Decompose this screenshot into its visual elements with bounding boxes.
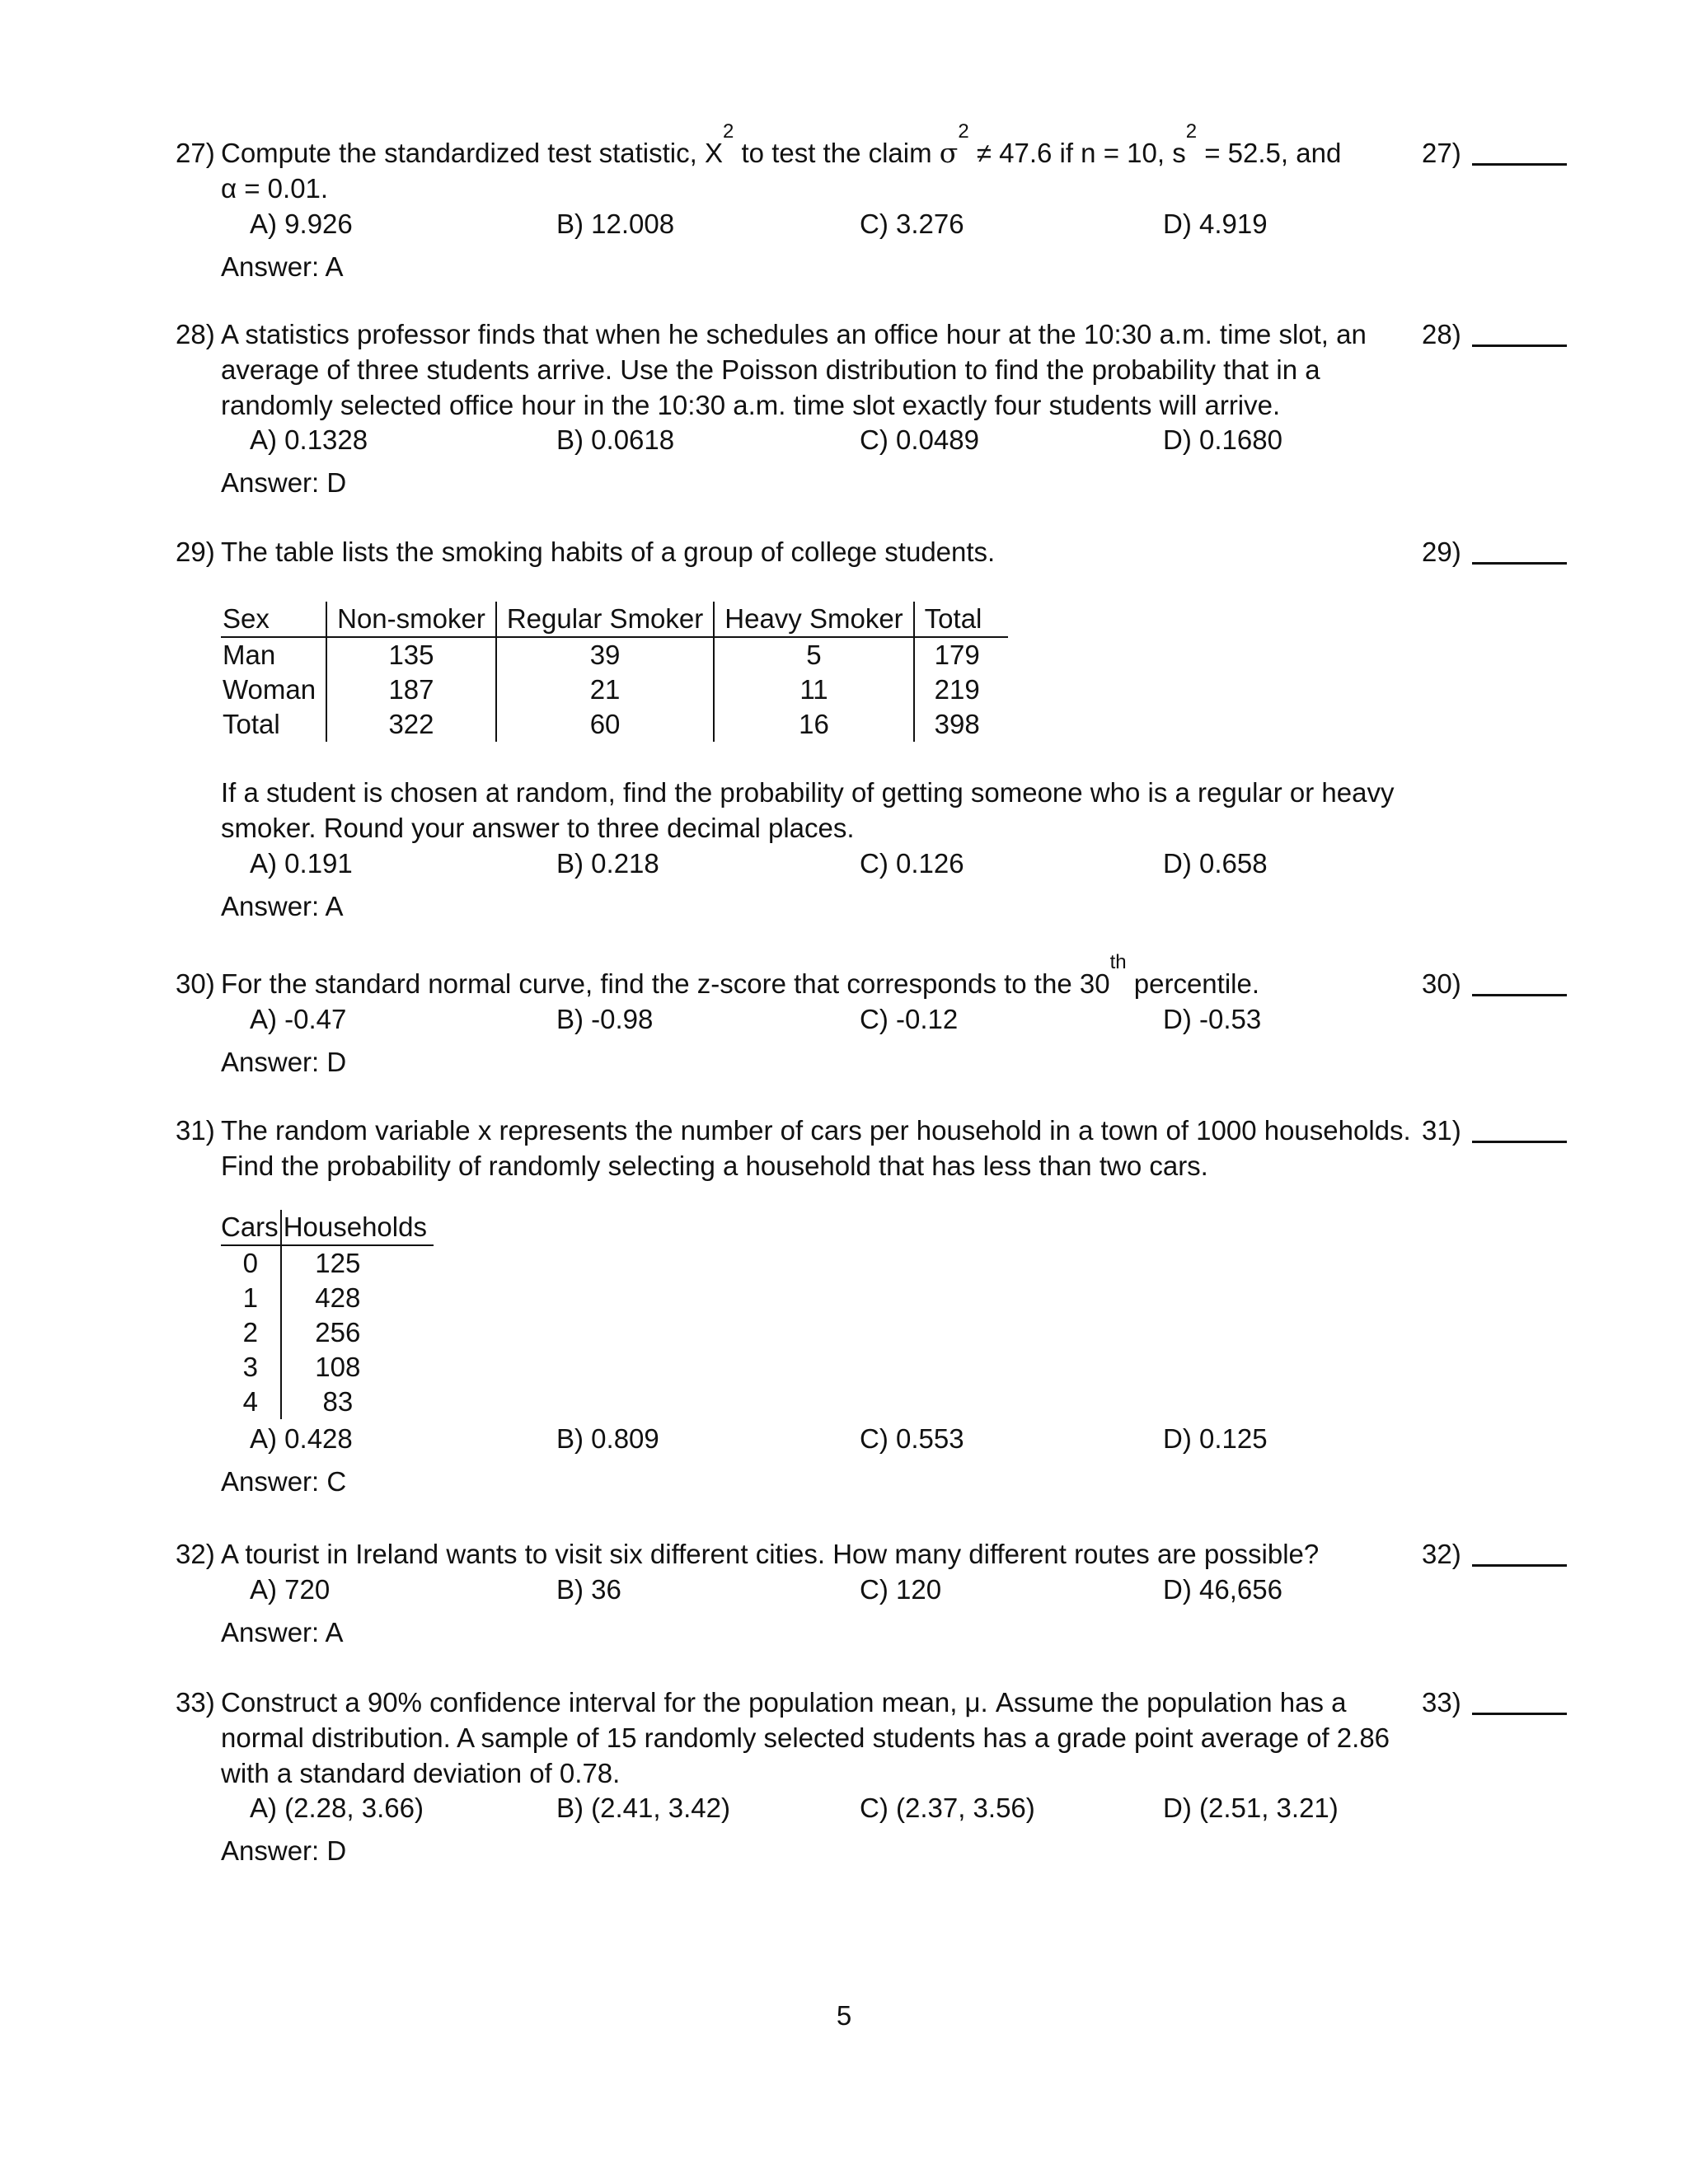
right-question-number: 27) <box>1422 138 1461 168</box>
choice-c: C) 0.0489 <box>860 424 979 455</box>
table-header: Households <box>283 1212 427 1242</box>
choices <box>250 846 1486 881</box>
choices <box>250 1001 1486 1037</box>
right-question-number: 28) <box>1422 319 1461 349</box>
choice-c: C) -0.12 <box>860 1004 959 1034</box>
table-cell: 219 <box>934 674 980 705</box>
answer-line: Answer: D <box>221 467 347 498</box>
table-header: Regular Smoker <box>496 602 714 637</box>
choice-b: B) -0.98 <box>556 1004 654 1034</box>
choice-d: D) 4.919 <box>1163 209 1268 239</box>
question-text: Compute the standardized test statistic, $X^2$ to test the claim $\sigma^2 \ne 47.6$ if n = 10, $s^2 = 52.5$, and α = 0.01. <box>221 120 1342 204</box>
right-question-number: 33) <box>1422 1687 1461 1718</box>
table-cell: 108 <box>315 1352 361 1382</box>
choice-c: C) 0.553 <box>860 1423 964 1454</box>
choices <box>250 422 1486 457</box>
table-header: Sex <box>221 602 326 637</box>
cars-table <box>221 1210 434 1419</box>
right-question-number: 29) <box>1422 537 1461 567</box>
choice-a: A) 9.926 <box>250 209 353 239</box>
table-cell: 179 <box>934 640 980 670</box>
choice-a: A) 0.191 <box>250 848 353 879</box>
table-cell: Total <box>221 707 326 742</box>
choice-c: C) 3.276 <box>860 209 964 239</box>
right-question-number: 31) <box>1422 1115 1461 1146</box>
table-cell: 125 <box>315 1248 361 1278</box>
answer-line: Answer: C <box>221 1466 347 1497</box>
choice-b: B) 36 <box>556 1574 621 1605</box>
choice-d: D) 0.1680 <box>1163 424 1282 455</box>
table-header-row <box>221 602 1008 637</box>
choice-b: B) (2.41, 3.42) <box>556 1793 730 1823</box>
question-number: 28) <box>176 319 215 349</box>
choice-d: D) 0.658 <box>1163 848 1268 879</box>
choice-d: D) 0.125 <box>1163 1423 1268 1454</box>
table-row <box>221 707 1008 742</box>
table-cell: 135 <box>326 637 496 673</box>
choice-c: C) 0.126 <box>860 848 964 879</box>
table-cell: Woman <box>221 673 326 707</box>
right-question-number: 30) <box>1422 968 1461 999</box>
table-cell: 256 <box>315 1317 361 1347</box>
smoking-table <box>221 602 1008 742</box>
answer-line: Answer: A <box>221 891 344 921</box>
answer-blank[interactable] <box>1472 1564 1567 1567</box>
answer-line: Answer: D <box>221 1835 347 1866</box>
choices <box>250 1421 1486 1456</box>
answer-blank[interactable] <box>1472 1141 1567 1143</box>
table-cell: 428 <box>315 1282 361 1313</box>
question-number: 29) <box>176 537 215 567</box>
table-header: Total <box>924 603 982 634</box>
table-row <box>221 1281 434 1315</box>
question-number: 27) <box>176 138 215 168</box>
table-cell: 39 <box>496 637 714 673</box>
page-number: 5 <box>836 2000 852 2031</box>
table-header: Heavy Smoker <box>714 602 913 637</box>
choice-d: D) (2.51, 3.21) <box>1163 1793 1339 1823</box>
question-text: Construct a 90% confidence interval for the population mean, μ. Assume the population has a normal distribution. A sample of 15 randomly selected students has a grade point average of 2.86 with a standard deviation of 0.78. <box>221 1687 1390 1788</box>
answer-blank[interactable] <box>1472 562 1567 565</box>
table-cell: 11 <box>714 673 913 707</box>
table-header: Non-smoker <box>326 602 496 637</box>
choices <box>250 206 1486 241</box>
table-row <box>221 1245 434 1281</box>
choice-d: D) -0.53 <box>1163 1004 1262 1034</box>
question-number: 30) <box>176 968 215 999</box>
answer-line: Answer: A <box>221 1617 344 1647</box>
question-number: 32) <box>176 1539 215 1569</box>
question-text: A tourist in Ireland wants to visit six different cities. How many different routes are possible? <box>221 1539 1320 1569</box>
choice-b: B) 0.0618 <box>556 424 675 455</box>
choice-c: C) (2.37, 3.56) <box>860 1793 1035 1823</box>
question-number: 33) <box>176 1687 215 1718</box>
answer-line: Answer: A <box>221 251 344 282</box>
question-followup-text: If a student is chosen at random, find the probability of getting someone who is a regular or heavy smoker. Round your answer to three decimal places. <box>221 777 1395 843</box>
table-cell: 398 <box>934 709 980 739</box>
table-cell: 16 <box>714 707 913 742</box>
answer-blank[interactable] <box>1472 344 1567 347</box>
table-cell: 21 <box>496 673 714 707</box>
answer-blank[interactable] <box>1472 163 1567 166</box>
table-row <box>221 1385 434 1419</box>
right-question-number: 32) <box>1422 1539 1461 1569</box>
table-cell: 322 <box>326 707 496 742</box>
table-row <box>221 1315 434 1350</box>
choice-c: C) 120 <box>860 1574 942 1605</box>
question-text: The random variable x represents the number of cars per household in a town of 1000 households. Find the probability of randomly selecting a household that has less than two cars. <box>221 1115 1411 1181</box>
table-cell: 60 <box>496 707 714 742</box>
table-row <box>221 673 1008 707</box>
table-cell: 5 <box>714 637 913 673</box>
choice-b: B) 12.008 <box>556 209 675 239</box>
table-cell: 1 <box>221 1281 281 1315</box>
choice-a: A) 720 <box>250 1574 331 1605</box>
answer-line: Answer: D <box>221 1047 347 1077</box>
question-number: 31) <box>176 1115 215 1146</box>
choice-b: B) 0.218 <box>556 848 659 879</box>
answer-blank[interactable] <box>1472 1713 1567 1715</box>
question-text: The table lists the smoking habits of a group of college students. <box>221 537 996 567</box>
table-cell: 4 <box>221 1385 281 1419</box>
table-header-row <box>221 1210 434 1245</box>
question-text: A statistics professor finds that when he schedules an office hour at the 10:30 a.m. time slot, an average of three students arrive. Use the Poisson distribution to find the probability that in a randomly selected office hour in the 10:30 a.m. time slot exactly four students will arrive. <box>221 319 1367 420</box>
choice-b: B) 0.809 <box>556 1423 659 1454</box>
choice-a: A) (2.28, 3.66) <box>250 1793 424 1823</box>
table-row <box>221 1350 434 1385</box>
table-cell: Man <box>221 637 326 673</box>
table-header: Cars <box>221 1210 281 1245</box>
table-cell: 0 <box>221 1245 281 1281</box>
choices <box>250 1790 1486 1825</box>
table-cell: 2 <box>221 1315 281 1350</box>
answer-blank[interactable] <box>1472 994 1567 996</box>
table-cell: 3 <box>221 1350 281 1385</box>
question-text: For the standard normal curve, find the z-score that corresponds to the 30th percentile. <box>221 951 1260 999</box>
table-row <box>221 637 1008 673</box>
table-cell: 187 <box>326 673 496 707</box>
choice-d: D) 46,656 <box>1163 1574 1282 1605</box>
choice-a: A) 0.1328 <box>250 424 368 455</box>
table-cell: 83 <box>322 1386 354 1417</box>
choice-a: A) 0.428 <box>250 1423 353 1454</box>
choice-a: A) -0.47 <box>250 1004 347 1034</box>
choices <box>250 1572 1486 1607</box>
